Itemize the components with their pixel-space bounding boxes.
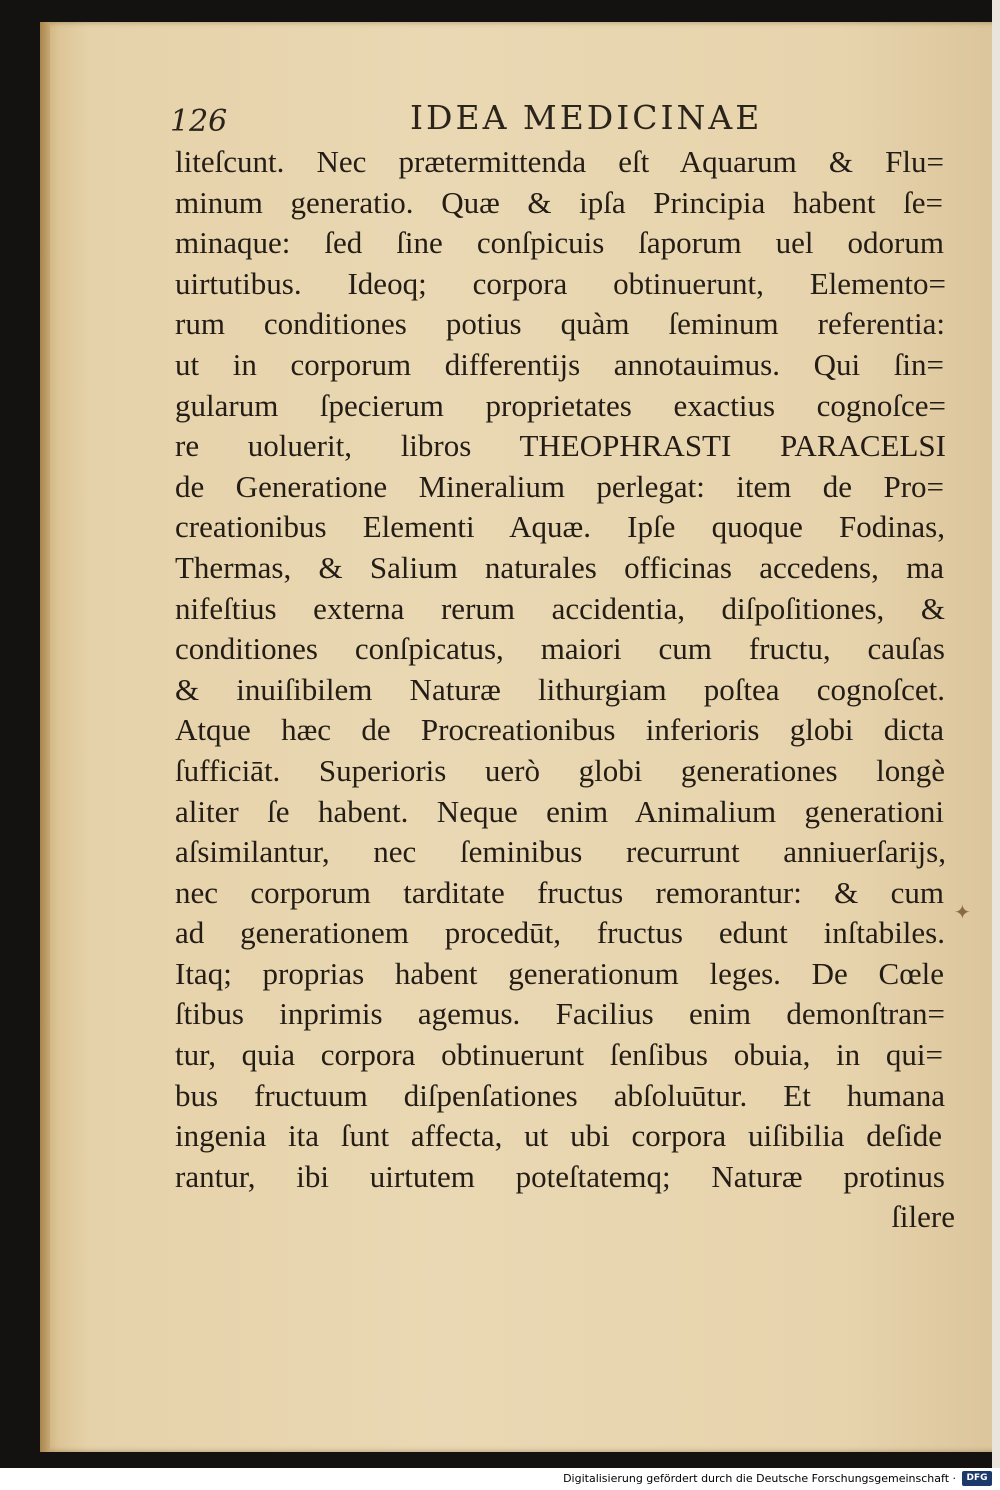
text-line: creationibus Elementi Aquæ. Ipſe quoque Fodinas, bbox=[175, 509, 945, 545]
text-line: minaque: ſed ſine conſpicuis ſaporum uel odorum bbox=[175, 225, 944, 261]
text-line: gularum ſpecierum proprietates exactius cognoſce= bbox=[175, 387, 946, 423]
body-text bbox=[175, 142, 955, 1238]
text-line: aliter ſe habent. Neque enim Animalium generationi bbox=[175, 793, 944, 829]
text-line: tur, quia corpora obtinuerunt ſenſibus obuia, in qui= bbox=[175, 1037, 943, 1073]
text-line: minum generatio. Quæ & ipſa Principia habent ſe= bbox=[175, 184, 943, 220]
text-line: nec corporum tarditate fructus remorantur: & cum bbox=[175, 874, 944, 910]
text-line: Itaq; proprias habent generationum leges. De Cœle bbox=[175, 955, 944, 991]
text-line: & inuiſibilem Naturæ lithurgiam poſtea cognoſcet. bbox=[175, 671, 945, 707]
text-line: bus fructuum diſpenſationes abſoluūtur. Et humana bbox=[175, 1077, 945, 1113]
page-number: 126 bbox=[170, 104, 228, 139]
text-line: ſtibus inprimis agemus. Facilius enim demonſtran= bbox=[175, 996, 945, 1032]
text-line: de Generatione Mineralium perlegat: item de Pro= bbox=[175, 468, 944, 504]
text-line: Thermas, & Salium naturales officinas accedens, ma bbox=[175, 549, 944, 585]
text-line: liteſcunt. Nec prætermittenda eſt Aquarum & Flu= bbox=[175, 144, 944, 179]
running-title: IDEA MEDICINAE bbox=[410, 98, 763, 137]
text-line: ingenia ita ſunt affecta, ut ubi corpora uiſibilia deſide bbox=[175, 1118, 942, 1154]
text-line: ad generationem procedūt, fructus edunt inſtabiles. bbox=[175, 915, 945, 951]
page-gutter bbox=[40, 22, 50, 1452]
dfg-logo: DFG bbox=[962, 1471, 992, 1486]
text-line: ſufficiāt. Superioris uerò globi generationes longè bbox=[175, 752, 945, 788]
text-line: conditiones conſpicatus, maiori cum fructu, cauſas bbox=[175, 631, 945, 667]
text-line: ut in corporum differentijs annotauimus. Qui ſin= bbox=[175, 346, 944, 382]
digitization-credit: Digitalisierung gefördert durch die Deutsche Forschungsgemeinschaft · bbox=[563, 1472, 956, 1485]
bookmark-mark-icon: ✦ bbox=[954, 900, 971, 924]
text-line: rantur, ibi uirtutem poteſtatemq; Naturæ protinus bbox=[175, 1158, 945, 1194]
text-line: uirtutibus. Ideoq; corpora obtinuerunt, Elemento= bbox=[175, 265, 946, 301]
text-line: aſsimilantur, nec ſeminibus recurrunt anniuerſarijs, bbox=[175, 834, 946, 870]
text-line: rum conditiones potius quàm ſeminum referentia: bbox=[175, 306, 945, 342]
text-line: re uoluerit, libros THEOPHRASTI PARACELSI bbox=[175, 428, 946, 464]
running-head bbox=[170, 98, 950, 138]
footer-bar bbox=[0, 1468, 1000, 1490]
catchword: ſilere bbox=[891, 1199, 955, 1235]
scan-margin-strip bbox=[992, 0, 1000, 1468]
text-line: Atque hæc de Procreationibus inferioris globi dicta bbox=[175, 712, 944, 748]
text-line: nifeſtius externa rerum accidentia, diſpoſitiones, & bbox=[175, 590, 945, 626]
